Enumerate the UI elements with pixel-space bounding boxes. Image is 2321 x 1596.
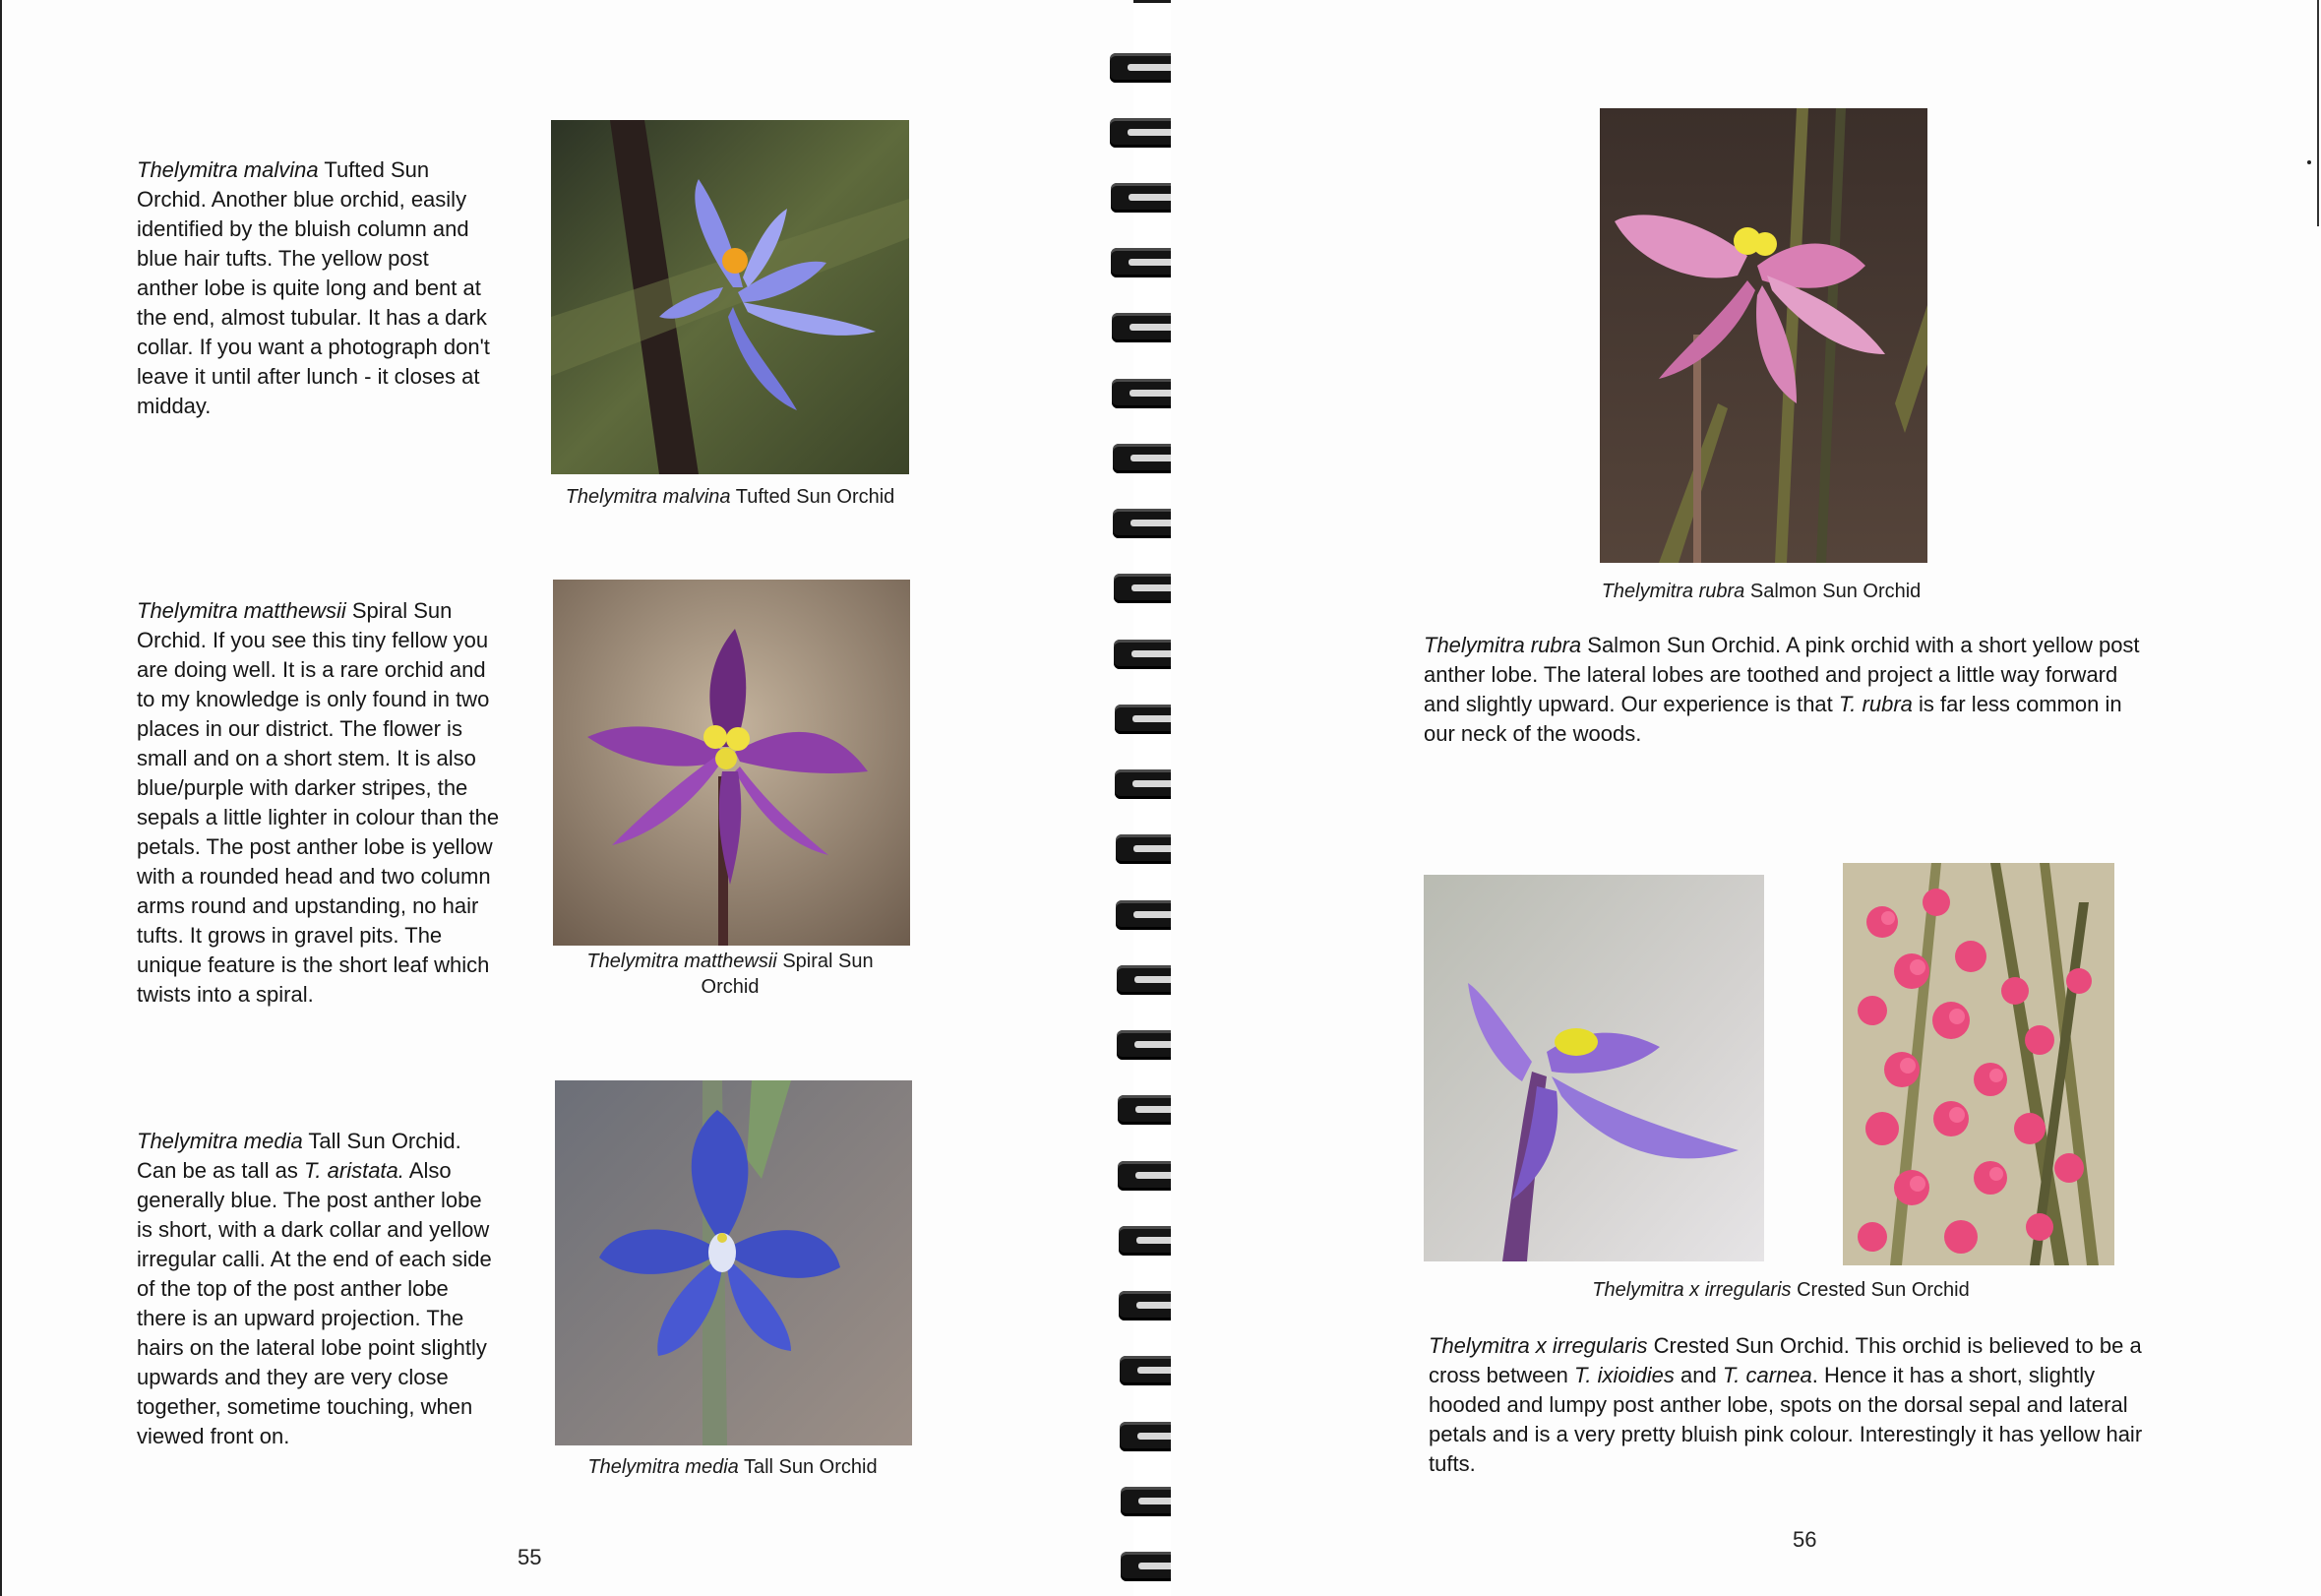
photo-matthewsii xyxy=(553,580,910,946)
photo-media xyxy=(555,1080,912,1445)
caption-malvina: Thelymitra malvina Tufted Sun Orchid xyxy=(565,486,895,508)
caption-rubra: Thelymitra rubra Salmon Sun Orchid xyxy=(1601,581,1922,602)
right-page xyxy=(1171,0,2321,1596)
caption-matthewsii: Thelymitra matthewsii Spiral Sun Orchid xyxy=(586,951,874,998)
photo-rubra xyxy=(1600,108,1927,563)
photo-irregularis-2 xyxy=(1843,863,2114,1265)
page-right-edge xyxy=(2317,0,2319,226)
entry-text-irregularis: Thelymitra x irregularis Crested Sun Orchid. This orchid is believed to be a cross between T. ixioidies and T. carnea. Hence it has a short, slightly hooded and lumpy post anther lobe, spots on the dorsal sepal and lateral petals and is a very pretty bluish pink colour. Interestingly it has yellow hair tufts. xyxy=(1429,1333,2143,1476)
entry-text-media: Thelymitra media Tall Sun Orchid. Can be as tall as T. aristata. Also generally blue. The post anther lobe is short, with a dark collar and yellow irregular calli. At the end of each side of the top of the post anther lobe there is an upward projection. The hairs on the lateral lobe point slightly upwards and they are very close together, sometime touching, when viewed front on. xyxy=(137,1129,492,1448)
page-number-right: 56 xyxy=(1793,1527,1817,1552)
photo-irregularis-1 xyxy=(1424,875,1764,1261)
photo-malvina xyxy=(551,120,909,474)
caption-media: Thelymitra media Tall Sun Orchid xyxy=(587,1456,878,1478)
page-number-left: 55 xyxy=(518,1545,542,1569)
entry-text-rubra: Thelymitra rubra Salmon Sun Orchid. A pink orchid with a short yellow post anther lobe. The lateral lobes are toothed and project a little way forward and slightly upward. Our experience is that T. rubra is far less common in our neck of the woods. xyxy=(1424,633,2140,746)
left-page xyxy=(0,0,1133,1596)
caption-irregularis: Thelymitra x irregularis Crested Sun Orchid xyxy=(1592,1279,1970,1301)
entry-text-matthewsii: Thelymitra matthewsii Spiral Sun Orchid. If you see this tiny fellow you are doing well. It is a rare orchid and to my knowledge is only found in two places in our district. The flower is small and on a short stem. It is also blue/purple with darker stripes, the sepals a little lighter in colour than the petals. The post anther lobe is yellow with a rounded head and two column arms round and upstanding, no hair tufts. It grows in gravel pits. The unique feature is the short leaf which twists into a spiral. xyxy=(137,598,500,1007)
scan-mark xyxy=(2307,160,2311,164)
entry-text-malvina: Thelymitra malvina Tufted Sun Orchid. Another blue orchid, easily identified by the bluish column and blue hair tufts. The yellow post anther lobe is quite long and bent at the end, almost tubular. It has a dark collar. If you want a photograph don't leave it until after lunch - it closes at midday. xyxy=(137,157,490,418)
